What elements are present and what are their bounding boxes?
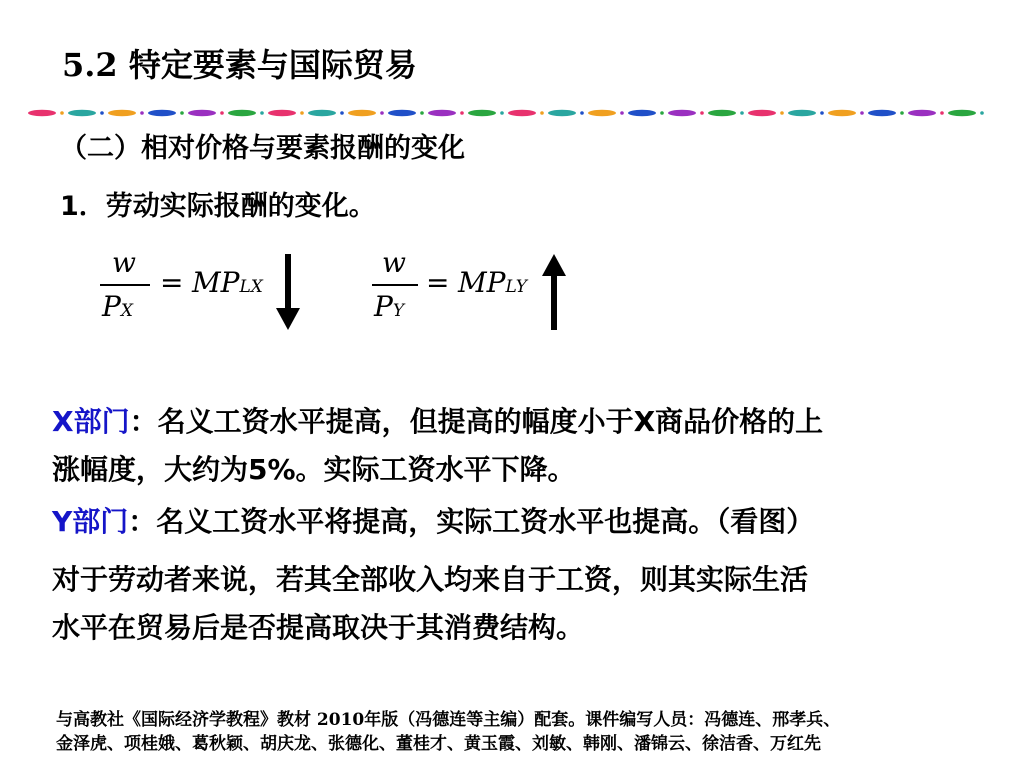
divider-dot xyxy=(820,111,824,115)
divider-dot xyxy=(540,111,544,115)
divider-dash xyxy=(308,110,336,116)
divider-dash xyxy=(388,110,416,116)
divider-dot xyxy=(260,111,264,115)
formula-y-rhs: MPLY xyxy=(458,266,527,299)
divider-dash xyxy=(148,110,176,116)
divider-dot xyxy=(940,111,944,115)
divider-dash xyxy=(108,110,136,116)
formula-x-numerator: w xyxy=(112,246,136,279)
divider-dash xyxy=(868,110,896,116)
divider-dot xyxy=(500,111,504,115)
divider-dash xyxy=(908,110,936,116)
point-heading: 1．劳动实际报酬的变化。 xyxy=(60,191,376,222)
formula-y-fraction-bar xyxy=(372,284,418,286)
divider-dot xyxy=(860,111,864,115)
x-sector-line-2: 涨幅度，大约为5%。实际工资水平下降。 xyxy=(52,453,576,486)
divider-dot xyxy=(340,111,344,115)
divider-dash xyxy=(68,110,96,116)
formula-y-denominator: PY xyxy=(374,290,405,323)
divider-dot xyxy=(780,111,784,115)
divider-dash xyxy=(548,110,576,116)
down-arrow-icon xyxy=(276,254,300,330)
conclusion-line-2: 水平在贸易后是否提高取决于其消费结构。 xyxy=(52,611,585,644)
divider-dot xyxy=(300,111,304,115)
divider-dot xyxy=(620,111,624,115)
section-subtitle: （二）相对价格与要素报酬的变化 xyxy=(60,133,465,164)
divider-dash xyxy=(628,110,656,116)
page-title: 5.2 特定要素与国际贸易 xyxy=(62,46,417,84)
conclusion-paragraph xyxy=(52,556,1020,652)
divider-dot xyxy=(900,111,904,115)
divider-dash xyxy=(708,110,736,116)
formula-x-sector xyxy=(98,246,308,336)
y-sector-label: Y部门 xyxy=(52,505,129,538)
divider-dot xyxy=(420,111,424,115)
footer-line-1: 与高教社《国际经济学教程》教材 2010年版（冯德连等主编）配套。课件编写人员：冯德连、邢孝兵、 xyxy=(56,710,841,730)
divider-dash xyxy=(788,110,816,116)
divider-dot xyxy=(460,111,464,115)
formula-x-equals: = xyxy=(160,266,184,299)
y-sector-paragraph xyxy=(52,498,1020,546)
divider-dash xyxy=(668,110,696,116)
divider-dot xyxy=(220,111,224,115)
divider-dot xyxy=(180,111,184,115)
divider-dash xyxy=(588,110,616,116)
conclusion-line-1: 对于劳动者来说，若其全部收入均来自于工资，则其实际生活 xyxy=(52,563,809,596)
divider-dot xyxy=(740,111,744,115)
divider-dash xyxy=(28,110,56,116)
divider-dash xyxy=(228,110,256,116)
formula-y-equals: = xyxy=(426,266,450,299)
divider-dot xyxy=(140,111,144,115)
divider-dash xyxy=(948,110,976,116)
up-arrow-icon xyxy=(542,254,566,330)
formula-y-sector xyxy=(366,246,576,336)
formula-x-fraction-bar xyxy=(100,284,150,286)
x-sector-paragraph xyxy=(52,398,1020,494)
divider-dot xyxy=(980,111,984,115)
formula-x-denominator: PX xyxy=(102,290,133,323)
divider-dash xyxy=(428,110,456,116)
decorative-divider xyxy=(28,106,1000,120)
divider-dot xyxy=(60,111,64,115)
divider-dash xyxy=(188,110,216,116)
divider-dash xyxy=(508,110,536,116)
y-sector-text: ：名义工资水平将提高，实际工资水平也提高。（看图） xyxy=(128,505,815,538)
divider-dot xyxy=(700,111,704,115)
x-sector-text: ：名义工资水平提高，但提高的幅度小于X商品价格的上 xyxy=(129,405,824,438)
divider-dot xyxy=(580,111,584,115)
divider-dash xyxy=(468,110,496,116)
formula-x-rhs: MPLX xyxy=(192,266,263,299)
divider-dash xyxy=(828,110,856,116)
divider-dot xyxy=(100,111,104,115)
footer-credits xyxy=(56,708,840,756)
divider-dash xyxy=(268,110,296,116)
x-sector-label: X部门 xyxy=(52,405,130,438)
divider-dash xyxy=(348,110,376,116)
divider-dot xyxy=(660,111,664,115)
formula-y-numerator: w xyxy=(382,246,406,279)
x-sector-line-1 xyxy=(52,398,1020,446)
divider-dot xyxy=(380,111,384,115)
footer-line-2: 金泽虎、项桂娥、葛秋颖、胡庆龙、张德化、董桂才、黄玉霞、刘敏、韩刚、潘锦云、徐洁香、万红先 xyxy=(56,734,821,754)
divider-dash xyxy=(748,110,776,116)
